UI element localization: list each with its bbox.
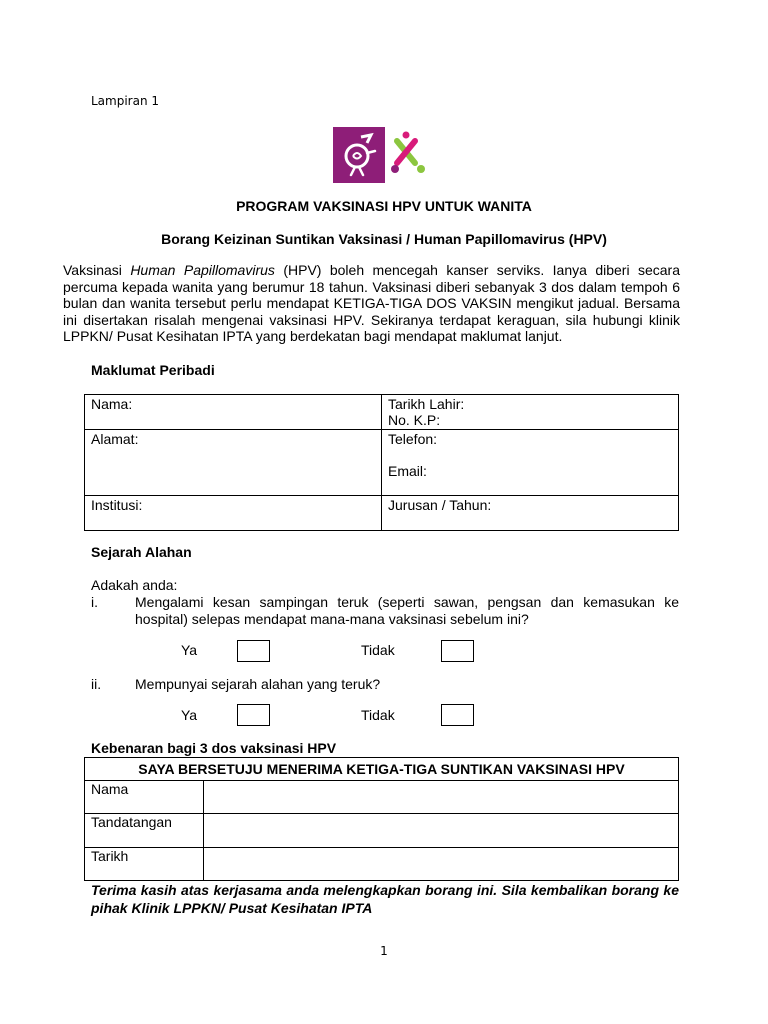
tarikh-lahir-cell[interactable]	[382, 395, 679, 430]
telefon-email-cell[interactable]	[382, 430, 679, 496]
consent-heading: Kebenaran bagi 3 dos vaksinasi HPV	[91, 740, 337, 756]
q2-no-label: Tidak	[361, 707, 395, 723]
q1-yes-label: Ya	[181, 642, 198, 658]
tarikh-lahir-label: Tarikh Lahir:	[388, 396, 465, 412]
q2-yes-checkbox[interactable]	[237, 704, 270, 726]
jurusan-label: Jurusan / Tahun:	[388, 497, 492, 513]
alamat-cell[interactable]	[85, 430, 382, 496]
intro-italic: Human Papillomavirus	[130, 262, 275, 278]
alamat-label: Alamat:	[91, 431, 139, 447]
intro-part1: Vaksinasi	[63, 262, 131, 278]
consent-tarikh-field[interactable]	[204, 848, 679, 881]
history-prompt: Adakah anda:	[91, 577, 178, 593]
no-kp-label: No. K.P:	[388, 412, 441, 428]
lampiran-label: Lampiran 1	[91, 94, 160, 108]
consent-nama-field[interactable]	[204, 781, 679, 814]
telefon-label: Telefon:	[388, 431, 438, 447]
q2-number: ii.	[91, 676, 102, 692]
nama-cell[interactable]	[85, 395, 382, 430]
q1-text: Mengalami kesan sampingan teruk (seperti sawan, pengsan dan kemasukan ke hospital) selepas mendapat mana-mana vaksinasi sebelum ini?	[135, 594, 679, 627]
personal-info-table	[84, 394, 679, 531]
logo-x-mark	[391, 132, 425, 174]
q2-no-checkbox[interactable]	[441, 704, 474, 726]
institusi-label: Institusi:	[91, 497, 143, 513]
q1-number: i.	[91, 594, 98, 610]
q2-text: Mempunyai sejarah alahan yang teruk?	[135, 676, 381, 692]
q1-no-checkbox[interactable]	[441, 640, 474, 662]
consent-table-head: SAYA BERSETUJU MENERIMA KETIGA-TIGA SUNTIKAN VAKSINASI HPV	[85, 758, 679, 781]
jurusan-cell[interactable]	[382, 496, 679, 531]
intro-paragraph	[63, 262, 680, 345]
intro-part2: (HPV) boleh mencegah kanser serviks. Ianya diberi secara percuma kepada wanita yang berumur 18 tahun. Vaksinasi diberi sebanyak 3 dos dalam tempoh 6 bulan dan wanita tersebut perlu mendapat KETIGA-TIGA DOS VAKSIN mengikut jadual. Bersama ini disertakan risalah mengenai vaksinasi HPV. Sekiranya terdapat keraguan, sila hubungi klinik LPPKN/ Pusat Kesihatan IPTA yang berdekatan bagi mendapat maklumat lanjut.	[63, 262, 680, 345]
nama-label: Nama:	[91, 396, 133, 412]
page-number: 1	[380, 944, 388, 958]
consent-tarikh-label: Tarikh	[85, 848, 204, 881]
email-label: Email:	[388, 463, 427, 479]
program-logo	[333, 127, 437, 183]
consent-tandatangan-field[interactable]	[204, 814, 679, 848]
q1-yes-checkbox[interactable]	[237, 640, 270, 662]
consent-tandatangan-label: Tandatangan	[85, 814, 204, 848]
consent-nama-label: Nama	[85, 781, 204, 814]
sub-title: Borang Keizinan Suntikan Vaksinasi / Human Papillomavirus (HPV)	[161, 231, 607, 247]
q1-no-label: Tidak	[361, 642, 395, 658]
personal-heading: Maklumat Peribadi	[91, 362, 215, 378]
q2-yes-label: Ya	[181, 707, 198, 723]
closing-note: Terima kasih atas kerjasama anda melengkapkan borang ini. Sila kembalikan borang ke pihak Klinik LPPKN/ Pusat Kesihatan IPTA	[91, 882, 679, 916]
institusi-cell[interactable]	[85, 496, 382, 531]
consent-table	[84, 757, 679, 881]
history-heading: Sejarah Alahan	[91, 544, 192, 560]
main-title: PROGRAM VAKSINASI HPV UNTUK WANITA	[236, 198, 532, 214]
